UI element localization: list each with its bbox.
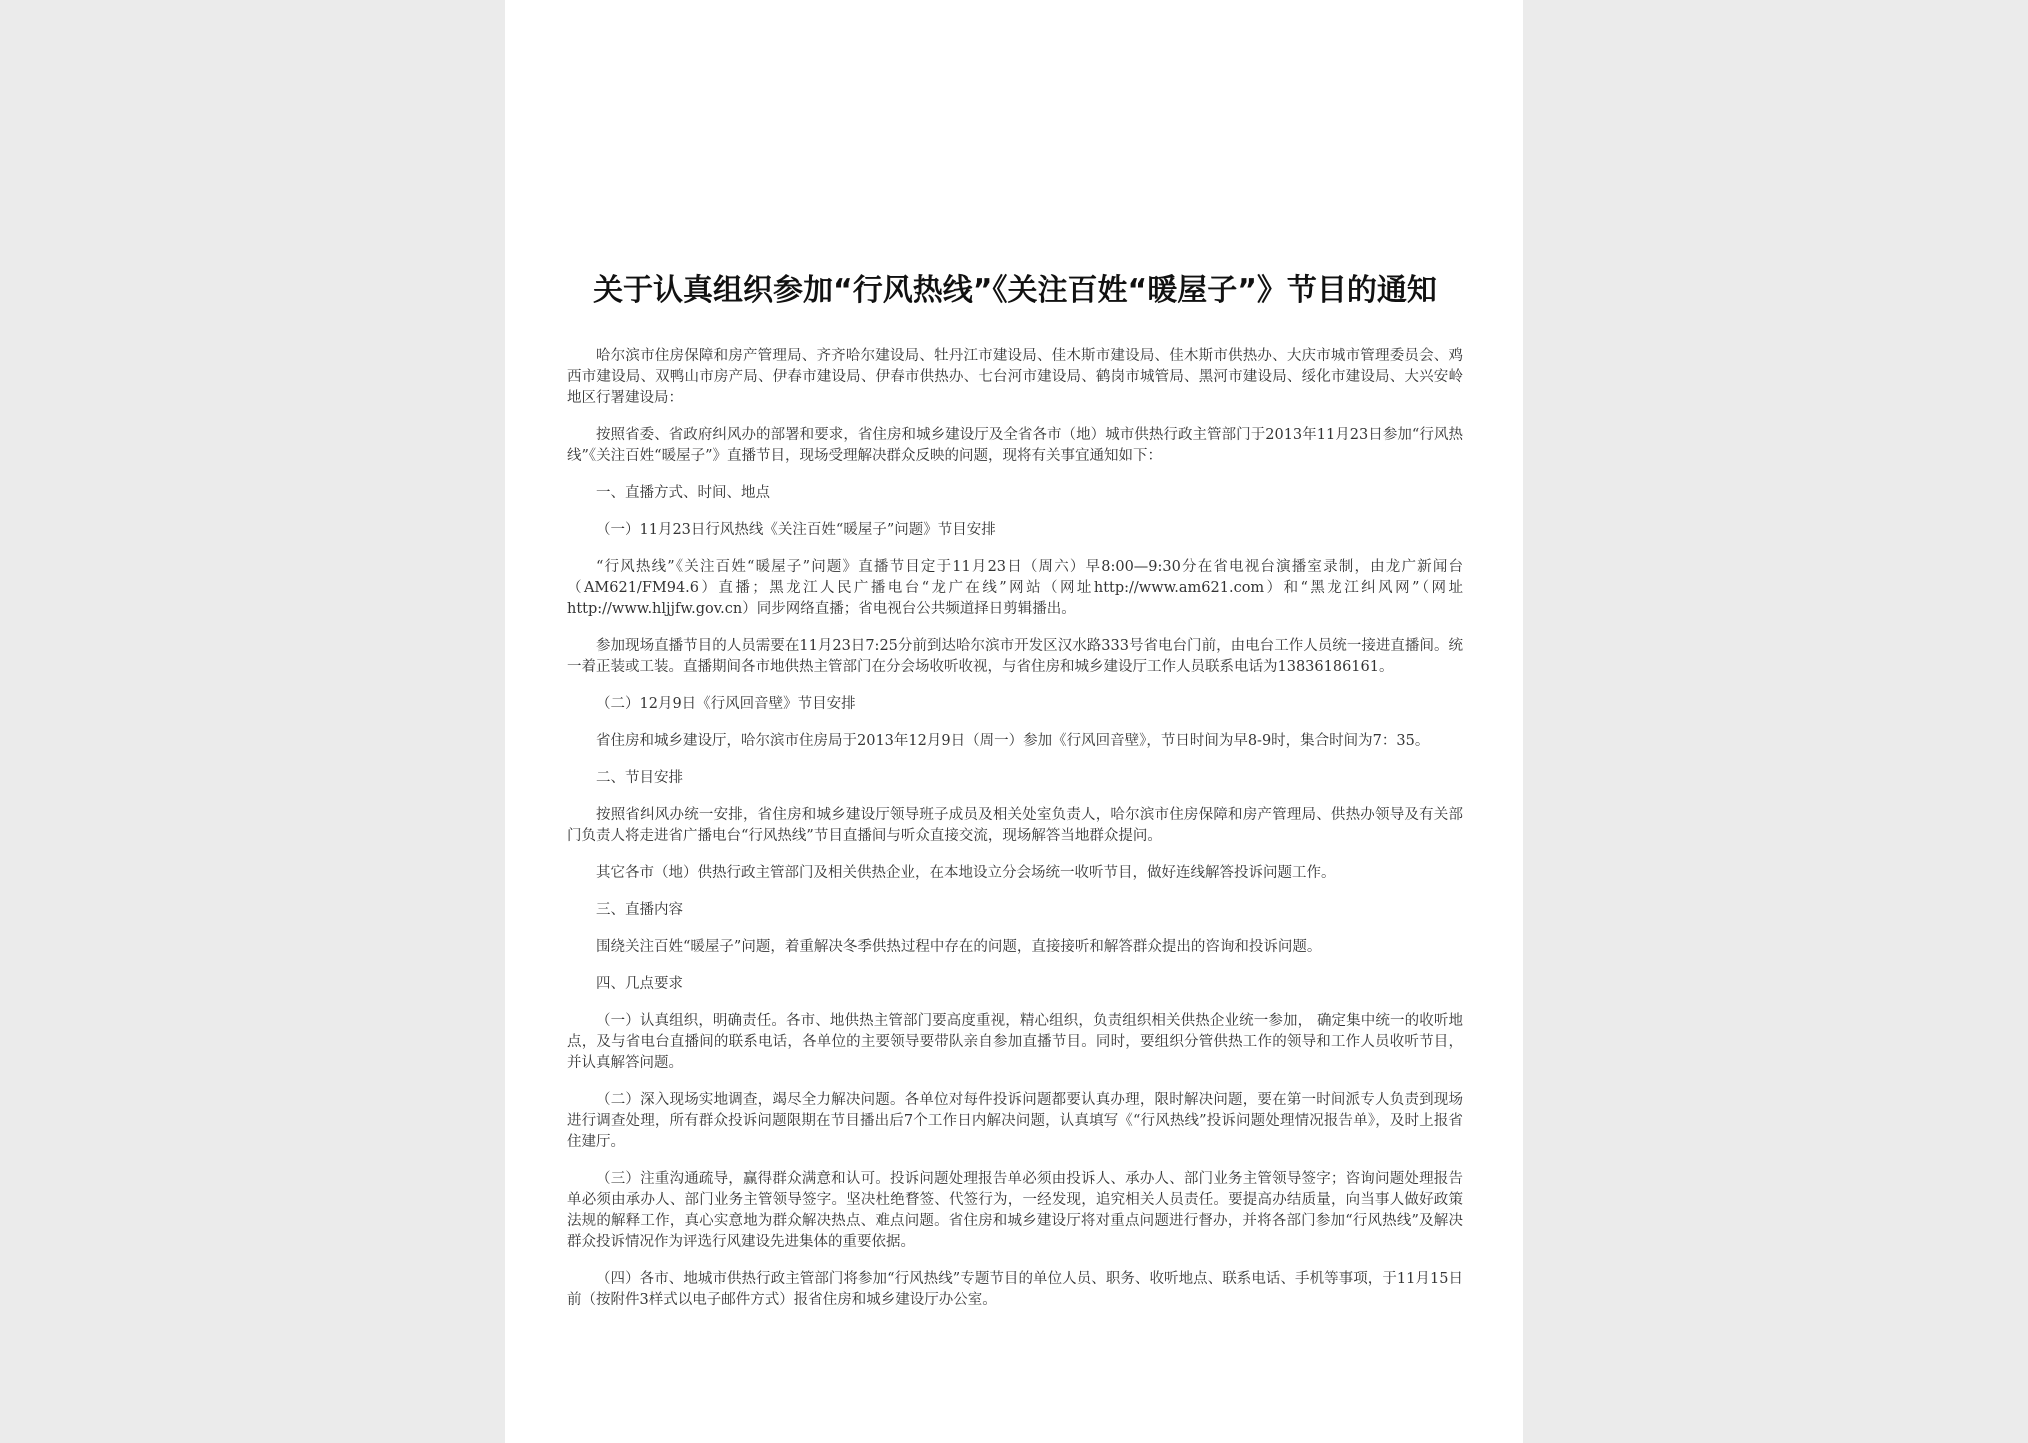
section1-sub1-paragraph-1: “行风热线”《关注百姓“暖屋子”问题》直播节目定于11月23日（周六）早8:00—9:30分在省电视台演播室录制，由龙广新闻台（AM621/FM94.6）直播；黑龙江人民广播电台“龙广在线”网站（网址http://www.am621.com）和“黑龙江纠风网”（网址http://www.hljjfw.gov.cn）同步网络直播；省电视台公共频道择日剪辑播出。 (567, 559, 1463, 617)
section4-heading: 四、几点要求 (596, 976, 683, 992)
section4-paragraph-1: （一）认真组织，明确责任。各市、地供热主管部门要高度重视，精心组织，负责组织相关供热企业统一参加， 确定集中统一的收听地点，及与省电台直播间的联系电话，各单位的主要领导要带队亲自参加直播节目。同时，要组织分管供热工作的领导和工作人员收听节目，并认真解答问题。 (567, 1013, 1463, 1071)
section1-heading: 一、直播方式、时间、地点 (596, 485, 770, 501)
section3-paragraph-1: 围绕关注百姓“暖屋子”问题，着重解决冬季供热过程中存在的问题，直接接听和解答群众提出的咨询和投诉问题。 (596, 939, 1322, 955)
section4-paragraph-3: （三）注重沟通疏导，赢得群众满意和认可。投诉问题处理报告单必须由投诉人、承办人、部门业务主管领导签字；咨询问题处理报告单必须由承办人、部门业务主管领导签字。坚决杜绝瞀签、代签行为，一经发现，追究相关人员责任。要提高办结质量，向当事人做好政策法规的解释工作，真心实意地为群众解决热点、难点问题。省住房和城乡建设厅将对重点问题进行督办，并将各部门参加“行风热线”及解决群众投诉情况作为评选行风建设先进集体的重要依据。 (567, 1171, 1463, 1250)
section2-heading: 二、节目安排 (596, 770, 683, 786)
document-title: 关于认真组织参加“行风热线”《关注百姓“暖屋子”》节目的通知 (593, 273, 1437, 308)
section4-paragraph-2: （二）深入现场实地调查，竭尽全力解决问题。各单位对每件投诉问题都要认真办理，限时解决问题，要在第一时间派专人负责到现场进行调查处理，所有群众投诉问题限期在节目播出后7个工作日内解决问题，认真填写《“行风热线”投诉问题处理情况报告单》，及时上报省住建厅。 (567, 1092, 1463, 1150)
intro-paragraph: 按照省委、省政府纠风办的部署和要求，省住房和城乡建设厅及全省各市（地）城市供热行政主管部门于2013年11月23日参加“行风热线”《关注百姓“暖屋子”》直播节目，现场受理解决群众反映的问题，现将有关事宜通知如下： (567, 427, 1463, 464)
section3-heading: 三、直播内容 (596, 902, 683, 918)
addressees: 哈尔滨市住房保障和房产管理局、齐齐哈尔建设局、牡丹江市建设局、佳木斯市建设局、佳木斯市供热办、大庆市城市管理委员会、鸡西市建设局、双鸭山市房产局、伊春市建设局、伊春市供热办、七台河市建设局、鹤岗市城管局、黑河市建设局、绥化市建设局、大兴安岭地区行署建设局： (567, 348, 1463, 406)
section1-sub2-paragraph-1: 省住房和城乡建设厅，哈尔滨市住房局于2013年12月9日（周一）参加《行风回音壁》，节日时间为早8-9时，集合时间为7：35。 (596, 733, 1430, 749)
section4-paragraph-4: （四）各市、地城市供热行政主管部门将参加“行风热线”专题节目的单位人员、职务、收听地点、联系电话、手机等事项，于11月15日前（按附件3样式以电子邮件方式）报省住房和城乡建设厅办公室。 (567, 1271, 1463, 1308)
document-page (505, 0, 1523, 1443)
section1-sub2-heading: （二）12月9日《行风回音壁》节目安排 (596, 696, 856, 712)
section1-sub1-paragraph-2: 参加现场直播节目的人员需要在11月23日7:25分前到达哈尔滨市开发区汉水路333号省电台门前，由电台工作人员统一接进直播间。统一着正装或工装。直播期间各市地供热主管部门在分会场收听收视，与省住房和城乡建设厅工作人员联系电话为13836186161。 (567, 638, 1463, 675)
section1-sub1-heading: （一）11月23日行风热线《关注百姓“暖屋子”问题》节目安排 (596, 522, 996, 538)
section2-paragraph-2: 其它各市（地）供热行政主管部门及相关供热企业，在本地设立分会场统一收听节目，做好连线解答投诉问题工作。 (596, 865, 1336, 881)
section2-paragraph-1: 按照省纠风办统一安排，省住房和城乡建设厅领导班子成员及相关处室负责人，哈尔滨市住房保障和房产管理局、供热办领导及有关部门负责人将走进省广播电台“行风热线”节目直播间与听众直接交流，现场解答当地群众提问。 (567, 807, 1463, 844)
